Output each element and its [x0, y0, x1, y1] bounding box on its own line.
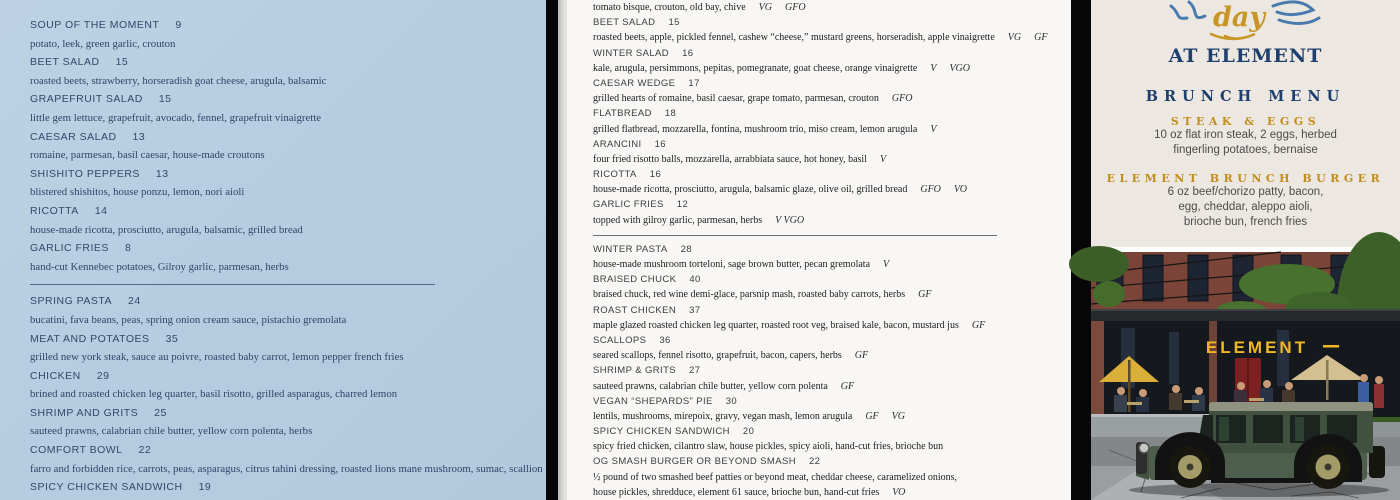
menu-item-price: 36	[659, 334, 671, 346]
menu-item-name: FLATBREAD 18	[593, 108, 677, 120]
brunch-menu-card	[1091, 0, 1400, 247]
brunch-item-description: egg, cheddar, aleppo aioli,	[1178, 201, 1313, 213]
dietary-tag: V VGO	[775, 214, 805, 226]
menu-item-description: ½ pound of two smashed beef patties or beyond meat, cheddar cheese, caramelized onions,	[593, 471, 958, 483]
menu-item-price: 15	[158, 93, 172, 106]
menu-item-name: RICOTTA 14	[30, 204, 108, 217]
menu-item-price: 16	[654, 138, 666, 150]
dietary-tag: GFO	[785, 2, 806, 13]
menu-item-description: seared scallops, fennel risotto, grapefruit, bacon, capers, herbs GF	[593, 350, 869, 362]
dietary-tag: VO	[953, 184, 967, 196]
menu-item-description: brined and roasted chicken leg quarter, basil risotto, grilled asparagus, charred lemon	[30, 388, 398, 401]
menu-item-description: kale, arugula, persimmons, pepitas, pomegranate, goat cheese, orange vinaigrette V VGO	[593, 62, 970, 74]
menu-item-name: WINTER PASTA 28	[593, 243, 693, 255]
menu-item-price: 12	[676, 199, 689, 211]
menu-item-description: romaine, parmesan, basil caesar, house-made croutons	[30, 149, 265, 162]
dietary-tag: VG	[891, 410, 905, 422]
menu-item-name: RICOTTA 16	[593, 169, 662, 181]
menu-item-price: 19	[198, 481, 212, 494]
menu-item-name: ROAST CHICKEN 37	[593, 304, 701, 316]
menu-item-price: 16	[649, 169, 662, 181]
white-menu-list	[593, 0, 1071, 500]
menu-item-description: farro and forbidden rice, carrots, peas, asparagus, citrus tahini dressing, roasted lions mane mushroom, sumac, scallion	[30, 462, 543, 475]
menu-item-description: grilled hearts of romaine, basil caesar, grape tomato, parmesan, crouton GFO	[593, 93, 913, 105]
brunch-item-name: STEAK & EGGS	[1170, 115, 1321, 128]
menu-item-description: potato, leek, green garlic, crouton	[30, 37, 176, 50]
menu-item-price: 30	[725, 395, 738, 407]
menu-item-name: SOUP OF THE MOMENT 9	[30, 19, 182, 31]
menu-item-description: lentils, mushrooms, mirepoix, gravy, vegan mash, lemon arugula GF VG	[593, 410, 905, 422]
menu-item-name: CAESAR SALAD 13	[30, 130, 146, 143]
menu-item-name: SPICY CHICKEN SANDWICH 20	[593, 426, 755, 438]
white-dinner-menu-panel	[565, 0, 1071, 500]
brunch-item-description: 6 oz beef/chorizo patty, bacon,	[1167, 186, 1324, 198]
menu-item-description: sauteed prawns, calabrian chile butter, yellow corn polenta, herbs	[30, 425, 313, 438]
menu-item-name: BEET SALAD 15	[30, 56, 129, 69]
menu-item-name: OG SMASH BURGER OR BEYOND SMASH 22	[593, 456, 821, 468]
menu-item-name: SCALLOPS 36	[593, 334, 671, 346]
logo-script-text: day	[1212, 2, 1265, 33]
menu-item-description: house pickles, shredduce, element 61 sauce, brioche bun, hand-cut fries VO	[593, 486, 906, 498]
menu-item-name: GARLIC FRIES 8	[30, 242, 132, 255]
section-divider	[30, 284, 435, 285]
menu-item-price: 15	[115, 56, 129, 69]
menu-item-description: bucatini, fava beans, peas, spring onion cream sauce, pistachio gremolata	[30, 313, 347, 326]
menu-item-description: maple glazed roasted chicken leg quarter, roasted root veg, braised kale, bacon, mustard jus GF	[593, 319, 986, 331]
brunch-item-description: brioche bun, french fries	[1183, 216, 1308, 228]
menu-item-description: house-made ricotta, prosciutto, arugula, balsamic, grilled bread	[30, 223, 303, 236]
menu-item-price: 13	[132, 130, 146, 143]
menu-item-description: house-made ricotta, prosciutto, arugula, balsamic glaze, olive oil, grilled bread GFO VO	[593, 184, 967, 196]
menu-item-price: 16	[682, 47, 694, 59]
menu-item-description: blistered shishitos, house ponzu, lemon, nori aioli	[30, 186, 245, 199]
fathers-day-script-logo-icon	[1161, 0, 1331, 44]
menu-item-name: BRAISED CHUCK 40	[593, 274, 701, 286]
menu-item-description: little gem lettuce, grapefruit, avocado, fennel, grapefruit vinaigrette	[30, 111, 322, 124]
menu-item-name: SHRIMP & GRITS 27	[593, 365, 701, 377]
brunch-item-list	[1091, 115, 1400, 262]
menu-item-name: SPRING PASTA 24	[30, 295, 141, 308]
menu-item-description: grilled new york steak, sauce au poivre, roasted baby carrot, lemon pepper french fries	[30, 351, 404, 364]
menu-item-description: house-made mushroom torteloni, sage brown butter, pecan gremolata V	[593, 259, 890, 270]
menu-item-name: SHISHITO PEPPERS 13	[30, 167, 169, 180]
menu-item-price: 13	[155, 167, 169, 180]
menu-item-description: spicy fried chicken, cilantro slaw, house pickles, spicy aioli, hand-cut fries, brioche bun	[593, 441, 944, 453]
menu-item-price: 24	[128, 295, 141, 308]
menu-item-name: ARANCINI 16	[593, 138, 666, 150]
menu-item-name: VEGAN “SHEPARDS” PIE 30	[593, 395, 738, 407]
dietary-tag: GF	[854, 350, 869, 362]
restaurant-photo-illustration	[1091, 252, 1400, 500]
brunch-item-name: ELEMENT BRUNCH BURGER	[1106, 172, 1385, 185]
dietary-tag: V	[883, 259, 890, 270]
menu-item-price: 14	[94, 204, 108, 217]
page-edge-highlight	[558, 0, 565, 500]
rear-wheel	[1306, 445, 1350, 489]
menu-item-description: grilled flatbread, mozzarella, fontina, mushroom trio, miso cream, lemon arugula V	[593, 123, 937, 135]
right-column	[1091, 0, 1400, 500]
dietary-tag: VGO	[949, 62, 970, 74]
section-divider	[593, 235, 997, 236]
menu-item-price: 28	[680, 243, 693, 255]
menu-item-price: 35	[165, 332, 179, 345]
menu-item-price: 17	[688, 77, 700, 89]
menu-item-name: CAESAR WEDGE 17	[593, 77, 700, 89]
panel-gap-left	[546, 0, 558, 500]
dietary-tag: GF	[865, 410, 879, 422]
menu-item-price: 9	[175, 19, 182, 31]
dietary-tag: GF	[1034, 32, 1048, 44]
menu-item-name: GARLIC FRIES 12	[593, 199, 689, 211]
menu-item-description: tomato bisque, crouton, old bay, chive VG GFO	[593, 2, 806, 13]
menu-item-name: SHRIMP AND GRITS 25	[30, 406, 167, 419]
menu-item-name: MEAT AND POTATOES 35	[30, 332, 179, 345]
menu-item-price: 22	[808, 456, 821, 468]
menu-item-description: roasted beets, strawberry, horseradish goat cheese, arugula, balsamic	[30, 74, 327, 87]
headlight	[1139, 443, 1149, 453]
dietary-tag: V	[879, 153, 887, 165]
menu-item-description: braised chuck, red wine demi-glace, parsnip mash, roasted baby carrots, herbs GF	[593, 289, 932, 301]
dietary-tag: VG	[1007, 32, 1022, 44]
dietary-tag: V	[930, 123, 937, 135]
menu-item-price: 29	[96, 369, 110, 382]
menu-item-description: hand-cut Kennebec potatoes, Gilroy garlic, parmesan, herbs	[30, 260, 289, 273]
menu-item-price: 40	[689, 274, 701, 286]
menu-item-description: roasted beets, apple, pickled fennel, cashew “cheese,” mustard greens, horseradish, apple vinaigrette VG GF	[593, 32, 1048, 44]
menu-item-price: 15	[668, 17, 680, 29]
menu-item-price: 8	[124, 242, 132, 255]
dietary-tag: VO	[892, 486, 906, 498]
menu-item-price: 37	[689, 304, 701, 316]
blue-menu-list	[30, 16, 546, 497]
blue-dinner-menu-panel	[0, 0, 546, 500]
menu-item-description: topped with gilroy garlic, parmesan, herbs V VGO	[593, 214, 805, 226]
dietary-tag: GF	[918, 289, 932, 301]
menu-item-name: COMFORT BOWL 22	[30, 444, 152, 457]
brunch-card-subtitle: AT ELEMENT	[1168, 45, 1323, 67]
dietary-tag: GF	[971, 319, 986, 331]
dietary-tag: GF	[840, 380, 855, 392]
menu-item-description: four fried risotto balls, mozzarella, arrabbiata sauce, hot honey, basil V	[593, 153, 887, 165]
dietary-tag: V	[930, 62, 937, 74]
menu-item-price: 27	[689, 365, 701, 377]
menu-item-price: 25	[154, 406, 167, 419]
front-wheel	[1169, 446, 1211, 488]
menu-item-description: sauteed prawns, calabrian chile butter, yellow corn polenta GF	[593, 380, 855, 392]
menu-item-name: BEET SALAD 15	[593, 17, 680, 29]
menu-item-name: GRAPEFRUIT SALAD 15	[30, 93, 172, 106]
dietary-tag: VG	[758, 2, 772, 13]
menu-item-price: 22	[138, 444, 152, 457]
brunch-item-description: fingerling potatoes, bernaise	[1173, 144, 1318, 156]
brunch-item-description: 10 oz flat iron steak, 2 eggs, herbed	[1154, 129, 1337, 141]
element-sign: ELEMENT	[1205, 338, 1309, 357]
menu-item-price: 18	[664, 108, 677, 120]
menu-item-name: WINTER SALAD 16	[593, 47, 694, 59]
dietary-tag: GFO	[891, 93, 913, 105]
menu-item-name: CHICKEN 29	[30, 369, 110, 382]
menu-item-price: 20	[742, 426, 755, 438]
menu-item-name: SPICY CHICKEN SANDWICH 19	[30, 481, 212, 494]
dietary-tag: GFO	[920, 184, 941, 196]
restaurant-exterior-photo	[1091, 252, 1400, 500]
brunch-menu-title: BRUNCH MENU	[1145, 88, 1346, 105]
